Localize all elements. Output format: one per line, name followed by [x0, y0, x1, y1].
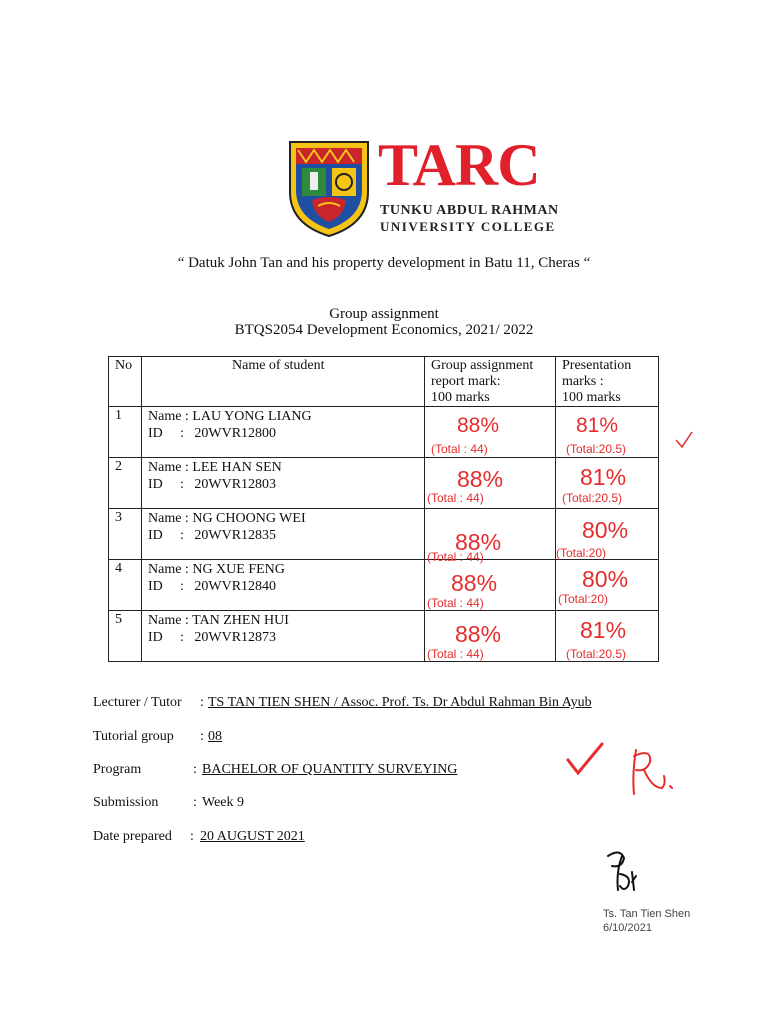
header-name — [142, 357, 425, 407]
group-total: (Total : 44) — [427, 491, 484, 505]
presentation-mark-cell — [556, 458, 659, 509]
presentation-mark-cell — [556, 611, 659, 662]
row-number — [109, 407, 142, 458]
group-mark-cell — [425, 458, 556, 509]
name-label: Name : — [148, 613, 193, 628]
group-mark-cell — [425, 611, 556, 662]
presentation-mark-cell — [556, 560, 659, 611]
presentation-mark: 81% — [580, 617, 627, 643]
name-label: Name : — [148, 511, 193, 526]
document-title: “ Datuk John Tan and his property development in Batu 11, Cheras “ — [177, 255, 591, 271]
group-mark: 88% — [455, 621, 502, 647]
student-id-line — [148, 578, 424, 595]
group-mark: 88% — [457, 414, 500, 437]
presentation-total: (Total:20.5) — [566, 442, 627, 456]
presentation-total: (Total:20) — [556, 546, 607, 560]
table-row — [109, 560, 659, 611]
header-name-label: Name of student — [232, 358, 325, 373]
header-presentation-mark — [556, 357, 659, 407]
id-separator: : — [180, 426, 184, 441]
student-id: 20WVR12803 — [194, 477, 277, 492]
id-separator: : — [180, 477, 184, 492]
row-number-label: 1 — [115, 408, 122, 423]
signatory-name: Ts. Tan Tien Shen — [603, 908, 691, 920]
student-id-line — [148, 425, 424, 442]
presentation-total: (Total:20.5) — [566, 647, 627, 661]
student-id: 20WVR12835 — [194, 528, 277, 543]
group-mark-cell — [425, 509, 556, 564]
presentation-total: (Total:20) — [558, 592, 609, 606]
tutorial-group-value: 08 — [208, 729, 222, 744]
student-id: 20WVR12873 — [194, 630, 277, 645]
date-prepared-value: 20 AUGUST 2021 — [200, 829, 305, 844]
student-name-line — [148, 612, 424, 629]
signature-mark — [602, 846, 652, 896]
row-number — [109, 560, 142, 611]
header-pres-line3: 100 marks — [562, 390, 621, 405]
signature-date: 6/10/2021 — [603, 922, 652, 934]
student-name: LAU YONG LIANG — [192, 409, 312, 424]
id-label: ID — [148, 528, 163, 543]
group-total: (Total : 44) — [427, 550, 484, 564]
id-separator: : — [180, 528, 184, 543]
student-name: TAN ZHEN HUI — [192, 613, 289, 628]
header-group-line3: 100 marks — [431, 390, 490, 405]
student-id: 20WVR12800 — [194, 426, 277, 441]
group-mark: 88% — [455, 529, 502, 555]
student-cell — [142, 611, 425, 662]
id-label: ID — [148, 579, 163, 594]
group-total: (Total : 44) — [427, 596, 484, 610]
lecturer-label: Lecturer / Tutor — [93, 695, 182, 710]
id-label: ID — [148, 630, 163, 645]
program-separator: : — [193, 762, 197, 777]
tutorial-group-label: Tutorial group — [93, 729, 174, 744]
student-name-line — [148, 408, 424, 425]
check-icon — [674, 430, 694, 450]
id-separator: : — [180, 630, 184, 645]
group-total: (Total : 44) — [427, 647, 484, 661]
group-mark-cell — [425, 407, 556, 458]
student-name-line — [148, 510, 424, 527]
group-mark-cell — [425, 560, 556, 611]
header-group-mark — [425, 357, 556, 407]
logo-wordmark: TARC — [378, 132, 540, 198]
table-row — [109, 611, 659, 662]
submission-label: Submission — [93, 795, 159, 810]
student-name-line — [148, 459, 424, 476]
logo-subtitle-line2: UNIVERSITY COLLEGE — [380, 219, 556, 234]
name-label: Name : — [148, 460, 193, 475]
header-group-line2: report mark: — [431, 374, 501, 389]
header-pres-line2: marks : — [562, 374, 604, 389]
name-label: Name : — [148, 409, 193, 424]
header-pres-line1: Presentation — [562, 358, 632, 373]
presentation-mark-cell — [556, 509, 659, 560]
id-label: ID — [148, 477, 163, 492]
presentation-mark: 81% — [580, 464, 627, 490]
table-row — [109, 458, 659, 509]
date-prepared-separator: : — [190, 829, 194, 844]
id-label: ID — [148, 426, 163, 441]
group-mark: 88% — [457, 466, 504, 492]
course-title: BTQS2054 Development Economics, 2021/ 2022 — [234, 322, 534, 338]
program-value: BACHELOR OF QUANTITY SURVEYING — [202, 762, 458, 777]
college-crest-logo — [286, 138, 372, 238]
header-group-line1: Group assignment — [431, 358, 534, 373]
presentation-mark: 80% — [582, 566, 629, 592]
submission-separator: : — [193, 795, 197, 810]
row-number — [109, 458, 142, 509]
row-number-label: 3 — [115, 510, 122, 525]
marks-table — [108, 356, 659, 662]
table-row — [109, 407, 659, 458]
row-number-label: 4 — [115, 561, 122, 576]
group-mark: 88% — [451, 570, 498, 596]
header-no — [109, 357, 142, 407]
student-name: NG XUE FENG — [192, 562, 285, 577]
student-cell — [142, 407, 425, 458]
tutorial-group-separator: : — [200, 729, 204, 744]
presentation-mark: 81% — [576, 414, 619, 437]
student-cell — [142, 458, 425, 509]
red-initials-signature — [626, 744, 678, 800]
student-id-line — [148, 629, 424, 646]
name-label: Name : — [148, 562, 193, 577]
lecturer-value: TS TAN TIEN SHEN / Assoc. Prof. Ts. Dr Abdul Rahman Bin Ayub — [208, 695, 592, 710]
presentation-total: (Total:20.5) — [562, 491, 623, 505]
student-cell — [142, 509, 425, 560]
student-cell — [142, 560, 425, 611]
student-name: LEE HAN SEN — [192, 460, 282, 475]
table-row — [109, 509, 659, 560]
assignment-type: Group assignment — [329, 306, 439, 322]
row-number-label: 5 — [115, 612, 122, 627]
student-name-line — [148, 561, 424, 578]
student-name: NG CHOONG WEI — [192, 511, 306, 526]
student-id-line — [148, 476, 424, 493]
date-prepared-label: Date prepared — [93, 829, 172, 844]
row-number-label: 2 — [115, 459, 122, 474]
id-separator: : — [180, 579, 184, 594]
header-no-label: No — [115, 358, 133, 373]
lecturer-separator: : — [200, 695, 204, 710]
student-id-line — [148, 527, 424, 544]
program-label: Program — [93, 762, 142, 777]
row-number — [109, 509, 142, 560]
table-header-row — [109, 357, 659, 407]
presentation-mark-cell — [556, 407, 659, 458]
student-id: 20WVR12840 — [194, 579, 277, 594]
group-total: (Total : 44) — [431, 442, 488, 456]
submission-value: Week 9 — [202, 795, 245, 810]
logo-subtitle-line1: TUNKU ABDUL RAHMAN — [380, 203, 559, 218]
check-icon — [566, 742, 604, 776]
row-number — [109, 611, 142, 662]
presentation-mark: 80% — [582, 517, 629, 543]
